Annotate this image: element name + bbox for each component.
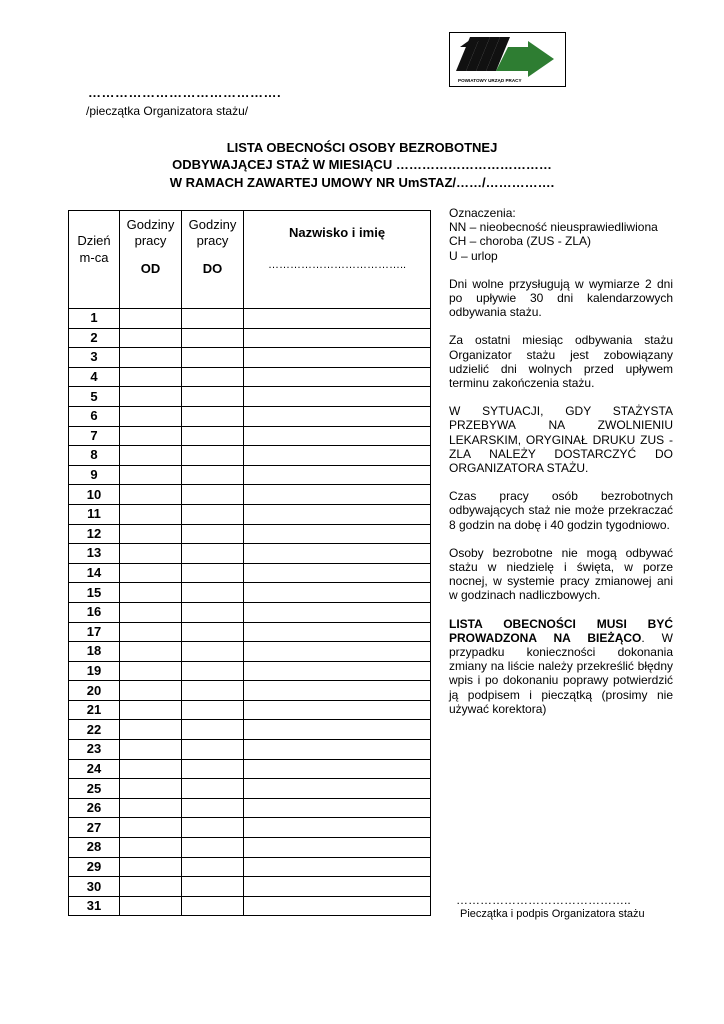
note-keep-current-dot: . — [641, 630, 645, 645]
day-number: 15 — [69, 583, 120, 603]
hours-to-cell[interactable] — [182, 524, 244, 544]
hours-to-cell[interactable] — [182, 857, 244, 877]
day-number: 1 — [69, 309, 120, 329]
name-cell[interactable] — [244, 387, 431, 407]
day-number: 31 — [69, 896, 120, 916]
signature-label: Pieczątka i podpis Organizatora stażu — [460, 908, 645, 920]
hours-to-cell[interactable] — [182, 328, 244, 348]
day-number: 22 — [69, 720, 120, 740]
table-row — [69, 877, 431, 897]
name-cell[interactable] — [244, 544, 431, 564]
name-cell[interactable] — [244, 524, 431, 544]
hours-to-cell[interactable] — [182, 642, 244, 662]
table-row — [69, 465, 431, 485]
hours-from-cell[interactable] — [120, 446, 182, 466]
table-row — [69, 309, 431, 329]
note-days-off: Dni wolne przysługują w wymiarze 2 dni po upływie 30 dni kalendarzowych odbywania stażu. — [449, 276, 673, 320]
day-number: 13 — [69, 544, 120, 564]
hours-to-cell[interactable] — [182, 485, 244, 505]
header-from-line2: pracy — [134, 233, 167, 248]
table-row — [69, 661, 431, 681]
hours-from-cell[interactable] — [120, 877, 182, 897]
hours-from-cell[interactable] — [120, 348, 182, 368]
note-working-time: Czas pracy osób bezrobotnych odbywających staż nie może przekraczać 8 godzin na dobę i 40 godzin tygodniowo. — [449, 489, 673, 532]
day-number: 18 — [69, 642, 120, 662]
hours-to-cell[interactable] — [182, 798, 244, 818]
header-from-line1: Godziny — [126, 217, 175, 232]
day-number: 14 — [69, 563, 120, 583]
hours-from-cell[interactable] — [120, 309, 182, 329]
name-cell[interactable] — [244, 367, 431, 387]
hours-from-cell[interactable] — [120, 779, 182, 799]
name-cell[interactable] — [244, 309, 431, 329]
day-number: 5 — [69, 387, 120, 407]
stamp-label: /pieczątka Organizatora stażu/ — [86, 104, 249, 118]
hours-from-cell[interactable] — [120, 896, 182, 916]
legend-nn: NN – nieobecność nieusprawiedliwiona — [449, 220, 658, 235]
name-cell[interactable] — [244, 896, 431, 916]
hours-to-cell[interactable] — [182, 544, 244, 564]
logo-graphic-icon — [450, 33, 565, 86]
day-number: 19 — [69, 661, 120, 681]
table-row — [69, 387, 431, 407]
hours-to-cell[interactable] — [182, 465, 244, 485]
header-day-line2: m-ca — [79, 250, 109, 265]
title-line-2: ODBYWAJĄCEJ STAŻ W MIESIĄCU ……………………………… — [172, 157, 552, 172]
name-cell[interactable] — [244, 740, 431, 760]
hours-to-cell[interactable] — [182, 759, 244, 779]
hours-from-cell[interactable] — [120, 661, 182, 681]
table-row — [69, 446, 431, 466]
note-sick-leave: W SYTUACJI, GDY STAŻYSTA PRZEBYWA NA ZWOLNIENIU LEKARSKIM, ORYGINAŁ DRUKU ZUS - ZLA NALEŻY DOSTARCZYĆ DO ORGANIZATORA STAŻU. — [449, 404, 673, 476]
hours-to-cell[interactable] — [182, 681, 244, 701]
attendance-table — [68, 210, 431, 916]
header-day-line1: Dzień — [77, 233, 111, 248]
hours-from-cell[interactable] — [120, 838, 182, 858]
name-cell[interactable] — [244, 877, 431, 897]
header-from-od: OD — [140, 261, 161, 276]
hours-from-cell[interactable] — [120, 426, 182, 446]
table-row — [69, 720, 431, 740]
hours-to-cell[interactable] — [182, 563, 244, 583]
table-row — [69, 583, 431, 603]
day-number: 28 — [69, 838, 120, 858]
table-row — [69, 328, 431, 348]
hours-to-cell[interactable] — [182, 309, 244, 329]
note-keep-current — [449, 617, 673, 716]
note-last-month: Za ostatni miesiąc odbywania stażu Organizator stażu jest zobowiązany udzielić dni wolnych przed upływem terminu zakończenia stażu. — [449, 333, 673, 391]
hours-to-cell[interactable] — [182, 661, 244, 681]
day-number: 11 — [69, 504, 120, 524]
name-cell[interactable] — [244, 857, 431, 877]
day-number: 21 — [69, 700, 120, 720]
header-to-do: DO — [202, 261, 223, 276]
day-number: 8 — [69, 446, 120, 466]
hours-to-cell[interactable] — [182, 406, 244, 426]
day-number: 7 — [69, 426, 120, 446]
hours-from-cell[interactable] — [120, 857, 182, 877]
name-cell[interactable] — [244, 681, 431, 701]
header-name — [244, 211, 431, 309]
table-row — [69, 348, 431, 368]
header-name-label: Nazwisko i imię — [288, 225, 386, 240]
table-row — [69, 857, 431, 877]
hours-from-cell[interactable] — [120, 406, 182, 426]
header-day — [69, 211, 120, 309]
hours-from-cell[interactable] — [120, 465, 182, 485]
table-row — [69, 779, 431, 799]
hours-from-cell[interactable] — [120, 544, 182, 564]
hours-from-cell[interactable] — [120, 524, 182, 544]
header-hours-to — [182, 211, 244, 309]
name-cell[interactable] — [244, 720, 431, 740]
name-cell[interactable] — [244, 465, 431, 485]
hours-to-cell[interactable] — [182, 700, 244, 720]
hours-to-cell[interactable] — [182, 446, 244, 466]
name-cell[interactable] — [244, 838, 431, 858]
hours-from-cell[interactable] — [120, 622, 182, 642]
table-row — [69, 818, 431, 838]
title-line-3: W RAMACH ZAWARTEJ UMOWY NR UmSTAZ/……/……………. — [169, 175, 555, 190]
name-cell[interactable] — [244, 563, 431, 583]
note-corrections: W przypadku konieczności dokonania zmiany na liście należy przekreślić błędny wpis i po dokonaniu poprawy potwierdzić ją podpisem i pieczątką (prosimy nie używać korektora) — [449, 630, 673, 716]
legend — [449, 206, 673, 263]
notes-panel — [449, 206, 673, 730]
table-row — [69, 504, 431, 524]
table-row — [69, 602, 431, 622]
table-row — [69, 759, 431, 779]
hours-from-cell[interactable] — [120, 602, 182, 622]
name-cell[interactable] — [244, 700, 431, 720]
hours-from-cell[interactable] — [120, 367, 182, 387]
hours-to-cell[interactable] — [182, 504, 244, 524]
table-row — [69, 367, 431, 387]
hours-from-cell[interactable] — [120, 759, 182, 779]
hours-from-cell[interactable] — [120, 798, 182, 818]
day-number: 10 — [69, 485, 120, 505]
name-cell[interactable] — [244, 622, 431, 642]
hours-to-cell[interactable] — [182, 367, 244, 387]
table-row — [69, 642, 431, 662]
signature-dots: …………………………………….. — [456, 893, 631, 907]
day-number: 3 — [69, 348, 120, 368]
header-to-line1: Godziny — [188, 217, 237, 232]
table-row — [69, 838, 431, 858]
name-cell[interactable] — [244, 642, 431, 662]
day-number: 12 — [69, 524, 120, 544]
name-cell[interactable] — [244, 798, 431, 818]
name-cell[interactable] — [244, 759, 431, 779]
table-row — [69, 563, 431, 583]
logo-text: POWIATOWY URZĄD PRACY — [458, 78, 522, 83]
hours-from-cell[interactable] — [120, 328, 182, 348]
header-name-dots: ……………………………….. — [267, 259, 407, 271]
legend-title: Oznaczenia: — [449, 206, 516, 220]
hours-from-cell[interactable] — [120, 387, 182, 407]
hours-to-cell[interactable] — [182, 348, 244, 368]
note-keep-current-bold: LISTA OBECNOŚCI MUSI BYĆ PROWADZONA NA BIEŻĄCO — [449, 616, 673, 645]
name-cell[interactable] — [244, 602, 431, 622]
table-row — [69, 406, 431, 426]
office-logo — [449, 32, 566, 87]
hours-from-cell[interactable] — [120, 700, 182, 720]
day-number: 4 — [69, 367, 120, 387]
hours-from-cell[interactable] — [120, 563, 182, 583]
name-cell[interactable] — [244, 406, 431, 426]
table-row — [69, 740, 431, 760]
day-number: 26 — [69, 798, 120, 818]
day-number: 29 — [69, 857, 120, 877]
legend-ch: CH – choroba (ZUS - ZLA) — [449, 234, 592, 249]
hours-to-cell[interactable] — [182, 387, 244, 407]
day-number: 2 — [69, 328, 120, 348]
hours-to-cell[interactable] — [182, 818, 244, 838]
day-number: 20 — [69, 681, 120, 701]
hours-to-cell[interactable] — [182, 877, 244, 897]
name-cell[interactable] — [244, 504, 431, 524]
name-cell[interactable] — [244, 348, 431, 368]
header-hours-from — [120, 211, 182, 309]
name-cell[interactable] — [244, 661, 431, 681]
table-row — [69, 798, 431, 818]
hours-from-cell[interactable] — [120, 642, 182, 662]
table-row — [69, 544, 431, 564]
hours-from-cell[interactable] — [120, 504, 182, 524]
hours-to-cell[interactable] — [182, 896, 244, 916]
table-row — [69, 622, 431, 642]
hours-from-cell[interactable] — [120, 818, 182, 838]
day-number: 25 — [69, 779, 120, 799]
day-number: 9 — [69, 465, 120, 485]
table-row — [69, 681, 431, 701]
name-cell[interactable] — [244, 818, 431, 838]
table-row — [69, 426, 431, 446]
hours-to-cell[interactable] — [182, 426, 244, 446]
table-row — [69, 485, 431, 505]
name-cell[interactable] — [244, 485, 431, 505]
name-cell[interactable] — [244, 328, 431, 348]
name-cell[interactable] — [244, 779, 431, 799]
hours-from-cell[interactable] — [120, 681, 182, 701]
hours-to-cell[interactable] — [182, 602, 244, 622]
day-number: 16 — [69, 602, 120, 622]
hours-to-cell[interactable] — [182, 622, 244, 642]
day-number: 17 — [69, 622, 120, 642]
hours-to-cell[interactable] — [182, 779, 244, 799]
day-number: 24 — [69, 759, 120, 779]
table-row — [69, 700, 431, 720]
day-number: 23 — [69, 740, 120, 760]
title-line-1: LISTA OBECNOŚCI OSOBY BEZROBOTNEJ — [226, 140, 498, 155]
hours-from-cell[interactable] — [120, 583, 182, 603]
header-to-line2: pracy — [196, 233, 229, 248]
hours-to-cell[interactable] — [182, 838, 244, 858]
hours-from-cell[interactable] — [120, 720, 182, 740]
hours-to-cell[interactable] — [182, 740, 244, 760]
legend-u: U – urlop — [449, 248, 498, 263]
day-number: 30 — [69, 877, 120, 897]
stamp-placeholder-dots: ……………………………………. — [88, 85, 282, 100]
name-cell[interactable] — [244, 446, 431, 466]
hours-to-cell[interactable] — [182, 583, 244, 603]
hours-to-cell[interactable] — [182, 720, 244, 740]
name-cell[interactable] — [244, 426, 431, 446]
hours-from-cell[interactable] — [120, 485, 182, 505]
name-cell[interactable] — [244, 583, 431, 603]
table-header-row — [69, 211, 431, 309]
day-number: 27 — [69, 818, 120, 838]
hours-from-cell[interactable] — [120, 740, 182, 760]
note-restrictions: Osoby bezrobotne nie mogą odbywać stażu w niedzielę i święta, w porze nocnej, w systemie pracy zmianowej ani w godzinach nadliczbowych. — [449, 545, 673, 603]
day-number: 6 — [69, 406, 120, 426]
table-row — [69, 524, 431, 544]
table-row — [69, 896, 431, 916]
